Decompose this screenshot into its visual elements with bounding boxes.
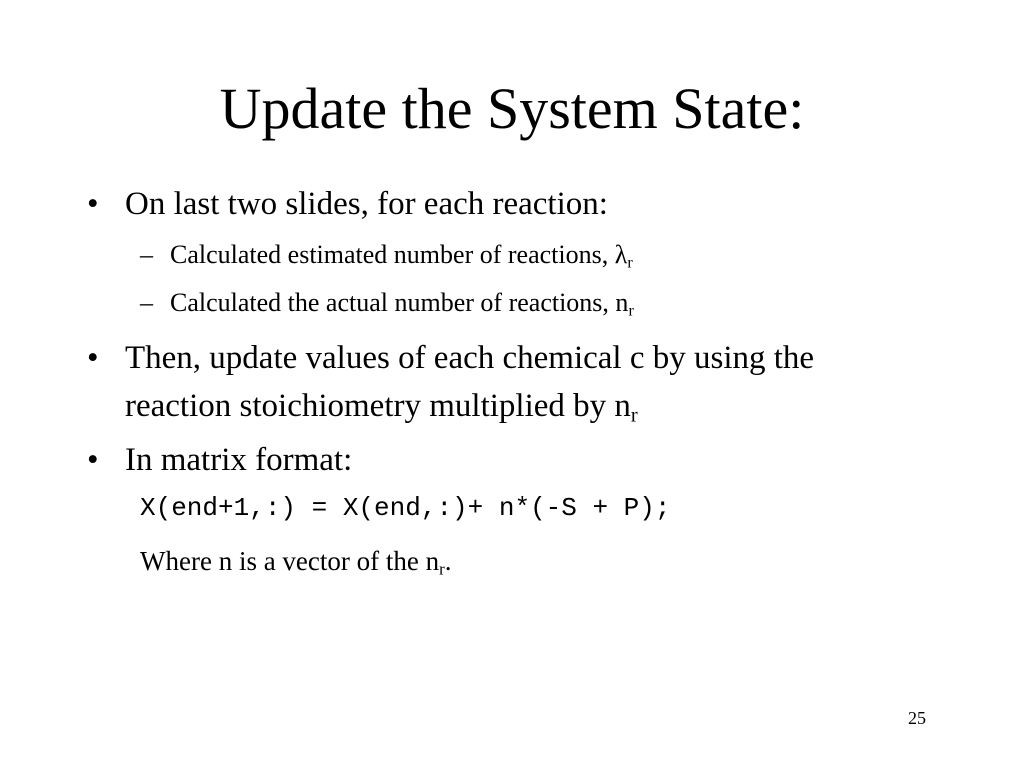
sub-item-2 <box>140 285 634 321</box>
bullet-marker: • <box>87 442 99 478</box>
slide-title: Update the System State: <box>219 76 805 141</box>
bullet-item-1 <box>87 180 608 228</box>
bullet-marker: • <box>87 186 99 222</box>
bullet-text-line-2 <box>125 382 814 430</box>
bullet-item-2 <box>87 334 815 430</box>
subscript-r: r <box>630 404 638 427</box>
bullet-text: In matrix format: <box>125 442 353 478</box>
bullet-marker: • <box>87 340 99 376</box>
subscript-r: r <box>627 254 633 272</box>
bullet-item-3 <box>87 436 353 484</box>
note-text: Where n is a vector of the n <box>140 546 440 576</box>
bullet-text-line-1: Then, update values of each chemical c by using the <box>125 340 815 376</box>
bullet-text: On last two slides, for each reaction: <box>125 186 608 222</box>
bullet-text: reaction stoichiometry multiplied by n <box>125 388 631 424</box>
subscript-r: r <box>628 302 634 320</box>
sub-bullet-marker: – <box>140 288 153 317</box>
note-period: . <box>444 546 452 576</box>
sub-item-1 <box>140 237 633 273</box>
sub-text: Calculated estimated number of reactions, <box>170 240 615 269</box>
matrix-code-line: X(end+1,:) = X(end,:)+ n*(-S + P); <box>140 493 671 523</box>
page-number: 25 <box>908 708 926 728</box>
subscript-r: r <box>439 559 445 579</box>
lambda-symbol: λ <box>614 240 628 269</box>
vector-note <box>140 542 451 580</box>
sub-bullet-marker: – <box>140 240 153 269</box>
sub-text: Calculated the actual number of reactions, n <box>170 288 629 317</box>
